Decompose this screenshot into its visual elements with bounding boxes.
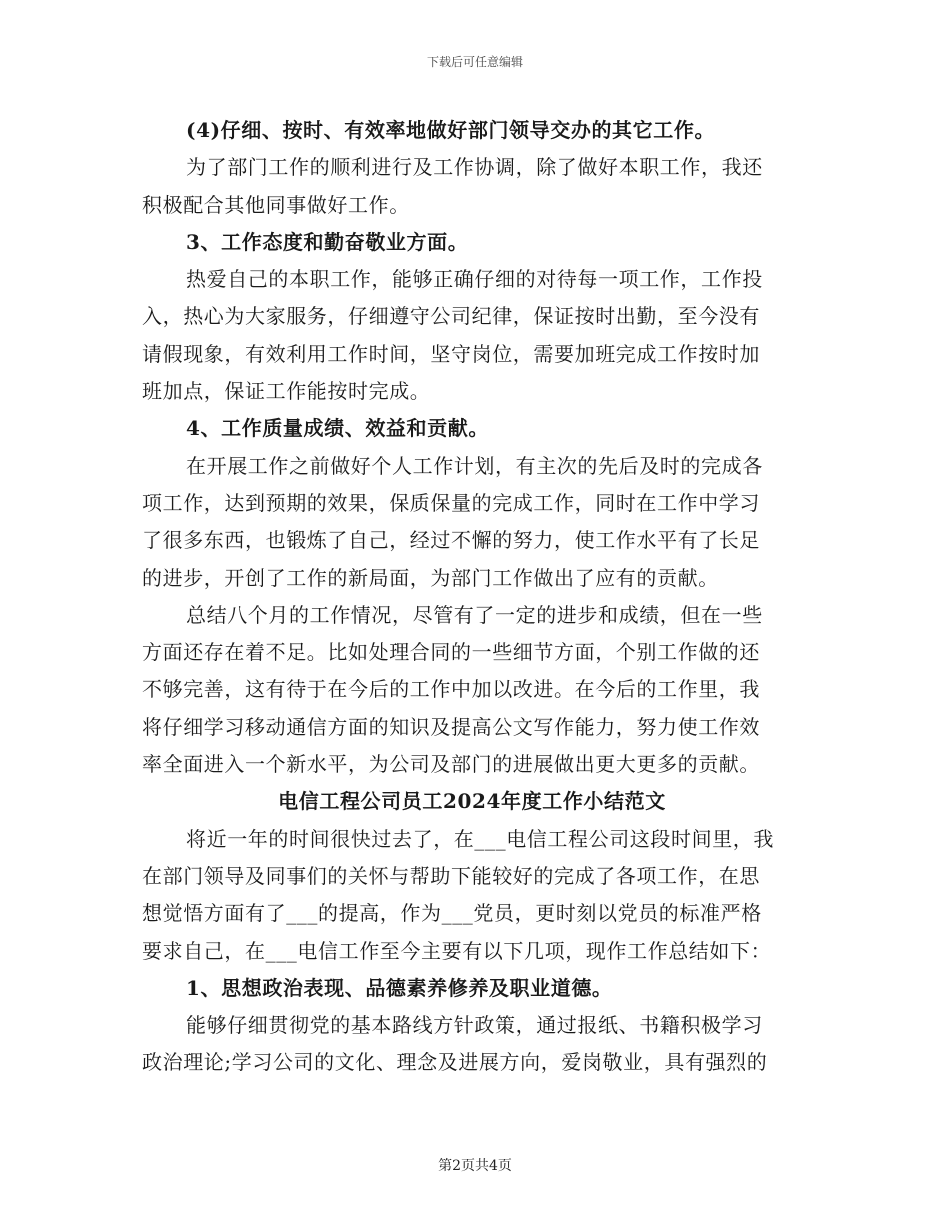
paragraph-line: 在开展工作之前做好个人工作计划，有主次的先后及时的完成各 <box>186 453 763 478</box>
paragraph-line: 请假现象，有效利用工作时间，坚守岗位，需要加班完成工作按时加 <box>142 341 760 366</box>
paragraph-line: 不够完善，这有待于在今后的工作中加以改进。在今后的工作里，我 <box>142 677 760 702</box>
paragraph-line: 总结八个月的工作情况，尽管有了一定的进步和成绩，但在一些 <box>186 602 763 627</box>
paragraph-line: 的进步，开创了工作的新局面，为部门工作做出了应有的贡献。 <box>142 565 719 590</box>
page-number: 第2页共4页 <box>438 1158 512 1174</box>
paragraph-line: 为了部门工作的顺利进行及工作协调，除了做好本职工作，我还 <box>186 155 763 180</box>
header-note: 下载后可任意编辑 <box>426 55 523 69</box>
section-heading: 4、工作质量成绩、效益和贡献。 <box>186 416 489 441</box>
item-heading: (4)仔细、按时、有效率地做好部门领导交办的其它工作。 <box>186 118 716 142</box>
paragraph-line: 入，热心为大家服务，仔细遵守公司纪律，保证按时出勤，至今没有 <box>142 304 760 329</box>
paragraph-line: 积极配合其他同事做好工作。 <box>142 192 410 217</box>
article-title: 电信工程公司员工2024年度工作小结范文 <box>278 789 666 814</box>
paragraph-line: 项工作，达到预期的效果，保质保量的完成工作，同时在工作中学习 <box>142 490 760 515</box>
paragraph-line: 在部门领导及同事们的关怀与帮助下能较好的完成了各项工作，在思 <box>142 863 760 888</box>
document-body <box>142 112 802 1082</box>
section-heading: 1、思想政治表现、品德素养修养及职业道德。 <box>186 975 613 1000</box>
paragraph-line: 热爱自己的本职工作，能够正确仔细的对待每一项工作，工作投 <box>186 267 763 292</box>
paragraph-line: 能够仔细贯彻党的基本路线方针政策，通过报纸、书籍积极学习 <box>186 1013 763 1038</box>
paragraph-line: 政治理论;学习公司的文化、理念及进展方向，爱岗敬业，具有强烈的 <box>142 1050 768 1075</box>
paragraph-line: 方面还存在着不足。比如处理合同的一些细节方面，个别工作做的还 <box>142 640 760 665</box>
paragraph-line: 将仔细学习移动通信方面的知识及提高公文写作能力，努力使工作效 <box>142 714 760 739</box>
paragraph-line: 班加点，保证工作能按时完成。 <box>142 379 431 404</box>
paragraph-line: 了很多东西，也锻炼了自己，经过不懈的努力，使工作水平有了长足 <box>142 528 760 553</box>
paragraph-line: 将近一年的时间很快过去了，在___电信工程公司这段时间里，我 <box>186 826 774 851</box>
paragraph-line: 率全面进入一个新水平，为公司及部门的进展做出更大更多的贡献。 <box>142 752 760 777</box>
paragraph-line: 要求自己，在___电信工作至今主要有以下几项，现作工作总结如下： <box>142 938 772 963</box>
paragraph-line: 想觉悟方面有了___的提高，作为___党员，更时刻以党员的标准严格 <box>142 901 762 926</box>
section-heading: 3、工作态度和勤奋敬业方面。 <box>186 229 469 254</box>
